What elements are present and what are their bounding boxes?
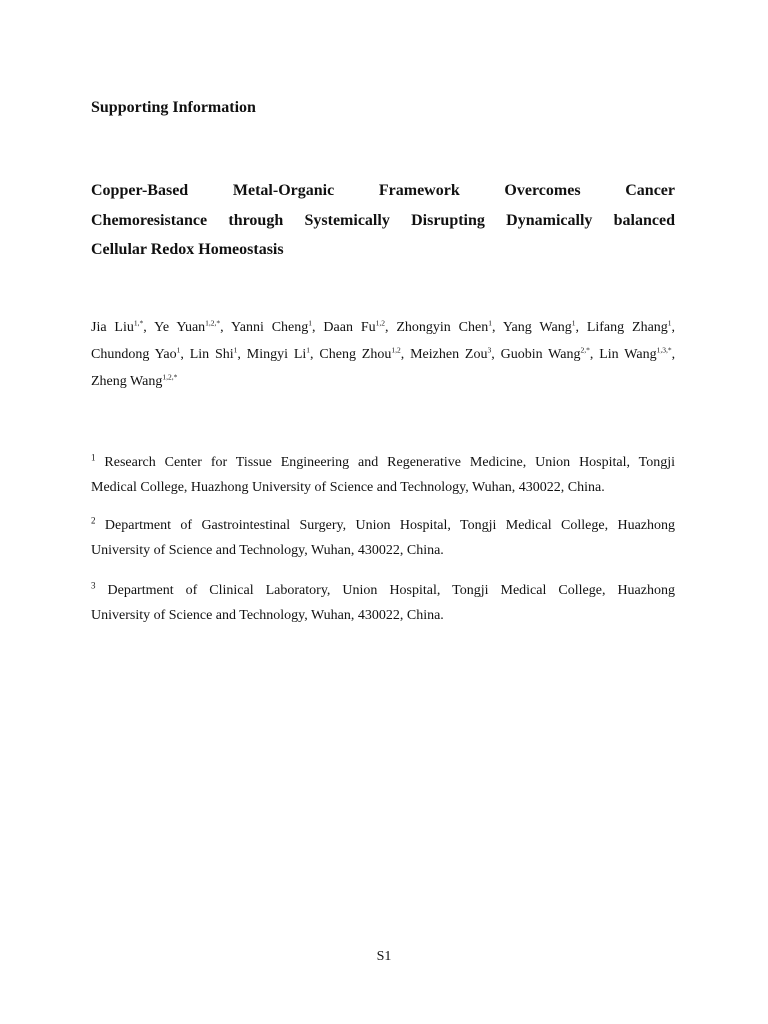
author: Lin Shi$^1$,	[189, 345, 241, 362]
author-name: Ye Yuan	[154, 320, 206, 335]
affiliation-line: University of Science and Technology, Wuhan, 430022, China.	[91, 543, 444, 558]
affiliation-number: 2	[91, 515, 96, 526]
author-name: Yanni Cheng	[231, 320, 309, 335]
author-name: Cheng Zhou	[319, 347, 392, 362]
affiliation	[91, 513, 675, 563]
author-affiliation-mark: 1,2	[375, 318, 385, 328]
affiliation-text: Research Center for Tissue Engineering and Regenerative Medicine, Union Hospital, Tongji	[104, 455, 676, 470]
affiliation-line	[91, 450, 675, 475]
author-affiliation-mark: 1,2	[391, 345, 401, 355]
author-name: Lin Wang	[599, 347, 657, 362]
author-affiliation-mark: 2,*	[580, 345, 590, 355]
author: Cheng Zhou$^{1,2}$,	[319, 345, 405, 362]
affiliation-number: 1	[91, 452, 96, 463]
affiliation	[91, 450, 675, 500]
affiliation-line	[91, 578, 675, 603]
author: Yanni Cheng$^1$,	[231, 318, 316, 335]
affiliation-line: Medical College, Huazhong University of Science and Technology, Wuhan, 430022, China.	[91, 480, 605, 495]
author-name: Lifang Zhang	[586, 320, 668, 335]
author-affiliation-mark: 1	[488, 318, 492, 328]
author	[91, 374, 177, 389]
paper-title	[91, 176, 675, 265]
author-affiliation-mark: 1	[308, 318, 313, 328]
author-name: Chundong Yao	[91, 347, 177, 362]
author: Meizhen Zou$^3$,	[410, 345, 495, 362]
author-line	[91, 368, 675, 395]
affiliation-number: 3	[91, 580, 96, 591]
author-line	[91, 314, 675, 341]
title-line: Copper-Based Metal-Organic Framework Overcomes Cancer	[91, 182, 675, 199]
affiliation-text: Department of Gastrointestinal Surgery, Union Hospital, Tongji Medical College, Huazhong	[104, 518, 675, 533]
author-name: Mingyi Li	[246, 347, 307, 362]
author: Zhongyin Chen$^1$,	[396, 318, 496, 335]
author: Guobin Wang$^{2,*}$,	[500, 345, 594, 362]
title-line: Cellular Redox Homeostasis	[91, 241, 284, 258]
author-name: Lin Shi	[189, 347, 234, 362]
affiliation	[91, 578, 675, 628]
author: Lifang Zhang$^1$,	[586, 318, 676, 335]
author-affiliation-mark: 1,*	[133, 318, 144, 328]
author-name: Guobin Wang	[500, 347, 581, 362]
affiliation-text: Department of Clinical Laboratory, Union Hospital, Tongji Medical College, Huazhong	[107, 583, 675, 598]
author: Ye Yuan$^{1,2,*}$,	[154, 318, 224, 335]
author-affiliation-mark: 1,2,*	[205, 318, 221, 328]
author-affiliation-mark: 1,3,*	[656, 345, 672, 355]
author: Chundong Yao$^1$,	[91, 345, 184, 362]
author-line	[91, 341, 675, 368]
author: Lin Wang$^{1,3,*}$,	[599, 345, 676, 362]
page-number: S1	[376, 949, 392, 964]
author-affiliation-mark: 1	[306, 345, 311, 355]
author-name: Daan Fu	[323, 320, 376, 335]
author: Jia Liu$^{1,*}$,	[91, 318, 147, 335]
author-affiliation-mark: 1	[571, 318, 576, 328]
author-affiliation-mark: 3	[487, 345, 492, 355]
author-name: Meizhen Zou	[410, 347, 488, 362]
author-affiliation-mark: 1,2,*	[162, 372, 178, 382]
author: Daan Fu$^{1,2}$,	[323, 318, 389, 335]
author: Yang Wang$^1$,	[502, 318, 579, 335]
author-affiliation-mark: 1	[667, 318, 672, 328]
author-name: Zhongyin Chen	[396, 320, 489, 335]
affiliation-line	[91, 513, 675, 538]
author-name: Yang Wang	[502, 320, 572, 335]
author-affiliation-mark: 1	[176, 345, 181, 355]
author: Mingyi Li$^1$,	[246, 345, 314, 362]
author-name: Zheng Wang	[91, 374, 163, 389]
affiliation-line: University of Science and Technology, Wuhan, 430022, China.	[91, 608, 444, 623]
author-list	[91, 314, 675, 395]
title-line: Chemoresistance through Systemically Disrupting Dynamically balanced	[91, 211, 675, 229]
section-heading: Supporting Information	[91, 99, 256, 116]
author-affiliation-mark: 1	[233, 345, 238, 355]
author-name: Jia Liu	[91, 320, 134, 335]
